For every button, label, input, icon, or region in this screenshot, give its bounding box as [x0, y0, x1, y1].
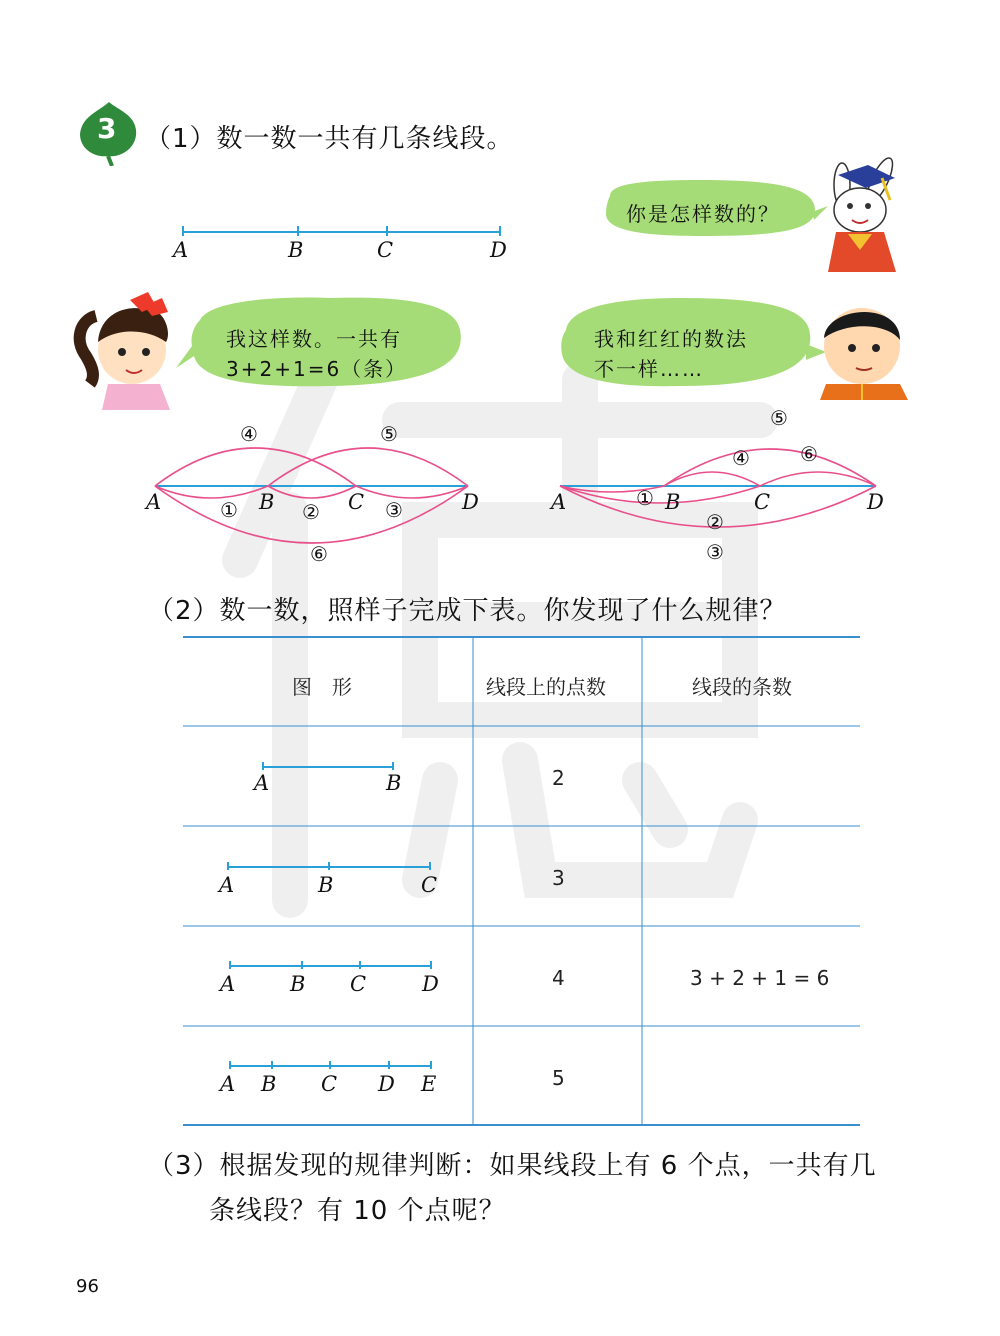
row2-point-count: 3 [552, 866, 565, 890]
row3-point-count: 4 [552, 966, 565, 990]
right-label-6: ⑥ [800, 442, 818, 466]
row2-point-c: C [421, 873, 438, 897]
row2-segment-count[interactable] [690, 866, 810, 890]
row3-point-d: D [422, 972, 439, 996]
right-point-c: C [754, 490, 771, 514]
part1-question: （1）数一数一共有几条线段。 [145, 124, 514, 154]
row1-point-b: B [386, 771, 402, 795]
left-label-1: ① [220, 498, 238, 522]
left-label-4: ④ [240, 422, 258, 446]
part2-question: （2）数一数，照样子完成下表。你发现了什么规律？ [148, 596, 787, 626]
row4-point-d: D [378, 1072, 395, 1096]
girl-bubble-text-2: 3+2+1=6（条） [226, 357, 408, 381]
row1-segment-count[interactable] [690, 766, 810, 790]
problem-number: 3 [97, 112, 117, 145]
right-point-d: D [867, 490, 884, 514]
top-point-b: B [288, 238, 304, 262]
row2-point-b: B [318, 873, 334, 897]
row1-point-count: 2 [552, 766, 565, 790]
row3-point-b: B [290, 972, 306, 996]
left-label-3: ③ [385, 498, 403, 522]
top-point-c: C [377, 238, 394, 262]
row2-point-a: A [219, 873, 235, 897]
right-label-2: ② [706, 510, 724, 534]
page-number: 96 [76, 1276, 99, 1297]
right-label-4: ④ [732, 446, 750, 470]
part3-question-line1: （3）根据发现的规律判断：如果线段上有 6 个点，一共有几 [148, 1151, 877, 1181]
row4-point-count: 5 [552, 1066, 565, 1090]
table-header-point-count: 线段上的点数 [486, 675, 606, 699]
rabbit-bubble-text: 你是怎样数的？ [626, 202, 780, 226]
right-point-b: B [665, 490, 681, 514]
table-header-segment-count: 线段的条数 [692, 675, 792, 699]
left-point-d: D [462, 490, 479, 514]
left-label-6: ⑥ [310, 542, 328, 566]
top-point-a: A [173, 238, 189, 262]
right-point-a: A [551, 490, 567, 514]
row4-point-e: E [421, 1072, 437, 1096]
boy-bubble-text-2: 不一样…… [594, 357, 704, 381]
row3-point-c: C [350, 972, 367, 996]
row1-point-a: A [254, 771, 270, 795]
part3-question-line2: 条线段？有 10 个点呢？ [209, 1196, 506, 1226]
row4-segment-count[interactable] [690, 1066, 810, 1090]
row4-point-b: B [261, 1072, 277, 1096]
row3-point-a: A [220, 972, 236, 996]
right-label-5: ⑤ [770, 406, 788, 430]
right-label-1: ① [636, 486, 654, 510]
left-point-a: A [146, 490, 162, 514]
left-point-b: B [259, 490, 275, 514]
right-label-3: ③ [706, 540, 724, 564]
top-point-d: D [490, 238, 507, 262]
girl-bubble-text-1: 我这样数。一共有 [226, 327, 402, 351]
left-label-5: ⑤ [380, 422, 398, 446]
table-header-shape: 图 形 [292, 675, 352, 699]
row4-point-c: C [321, 1072, 338, 1096]
boy-bubble-text-1: 我和红红的数法 [594, 327, 748, 351]
row4-point-a: A [220, 1072, 236, 1096]
left-point-c: C [348, 490, 365, 514]
row3-segment-count: 3 + 2 + 1 = 6 [690, 966, 830, 990]
left-label-2: ② [302, 500, 320, 524]
